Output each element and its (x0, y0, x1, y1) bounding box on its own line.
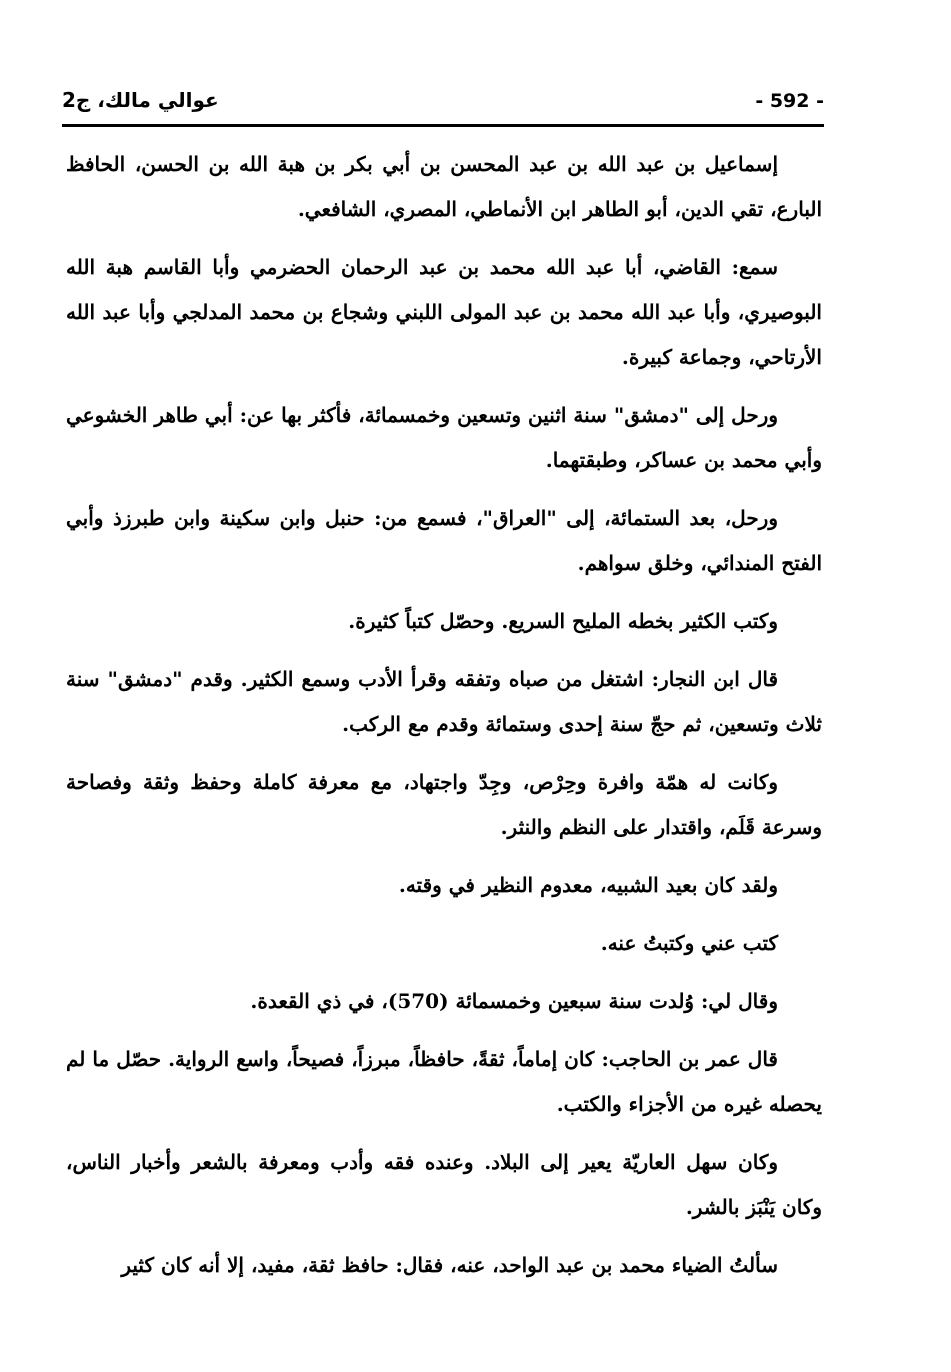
paragraph (66, 979, 822, 1024)
paragraph (66, 921, 822, 966)
paragraph-text: ولقد كان بعيد الشبيه، معدوم النظير في وقته. (398, 873, 778, 897)
paragraph (66, 657, 822, 747)
paragraph (66, 245, 822, 380)
paragraph (66, 142, 822, 232)
paragraph-text: وكتب الكثير بخطه المليح السريع. وحصّل كتباً كثيرة. (348, 609, 778, 633)
paragraph (66, 863, 822, 908)
paragraph-text: ورحل، بعد الستمائة، إلى "العراق"، فسمع من: حنبل وابن سكينة وابن طبرزذ وأبي الفتح المندائي، وخلق سواهم. (66, 506, 822, 575)
paragraph (66, 393, 822, 483)
paragraph-text: قال ابن النجار: اشتغل من صباه وتفقه وقرأ الأدب وسمع الكثير. وقدم "دمشق" سنة ثلاث وتسعين، ثم حجّ سنة إحدى وستمائة وقدم مع الركب. (66, 667, 822, 736)
paragraph (66, 1037, 822, 1127)
paragraph (66, 1140, 822, 1230)
paragraph (66, 760, 822, 850)
paragraph (66, 599, 822, 644)
page-number: - 592 - (755, 90, 824, 112)
body-text (66, 142, 822, 1301)
paragraph-text: إسماعيل بن عبد الله بن عبد المحسن بن أبي بكر بن هبة الله بن الحسن، الحافظ البارع، تقي الدين، أبو الطاهر ابن الأنماطي، المصري، الشافعي. (66, 152, 822, 221)
paragraph-text: سمع: القاضي، أبا عبد الله محمد بن عبد الرحمان الحضرمي وأبا القاسم هبة الله البوصيري، وأبا عبد الله محمد بن عبد المولى اللبني وشجاع بن محمد المدلجي وأبا عبد الله الأرتاحي، وجماعة كبيرة. (66, 255, 822, 369)
paragraph-text: وقال لي: وُلدت سنة سبعين وخمسمائة (570)، في ذي القعدة. (250, 989, 778, 1013)
paragraph-text: قال عمر بن الحاجب: كان إماماً، ثقةً، حافظاً، مبرزاً، فصيحاً، واسع الرواية. حصّل ما لم يحصله غيره من الأجزاء والكتب. (66, 1047, 822, 1116)
paragraph-text: وكانت له همّة وافرة وحِرْص، وجِدّ واجتهاد، مع معرفة كاملة وحفظ وثقة وفصاحة وسرعة قَلَم، واقتدار على النظم والنثر. (66, 770, 822, 839)
page-header (62, 86, 824, 120)
paragraph-text: كتب عني وكتبتُ عنه. (600, 931, 778, 955)
paragraph-text: ورحل إلى "دمشق" سنة اثنين وتسعين وخمسمائة، فأكثر بها عن: أبي طاهر الخشوعي وأبي محمد بن عساكر، وطبقتهما. (66, 403, 822, 472)
paragraph-text: سألتُ الضياء محمد بن عبد الواحد، عنه، فقال: حافظ ثقة، مفيد، إلا أنه كان كثير (121, 1253, 778, 1277)
running-title: عوالي مالك، ج2 (62, 88, 219, 112)
paragraph-text: وكان سهل العاريّة يعير إلى البلاد. وعنده فقه وأدب ومعرفة بالشعر وأخبار الناس، وكان يَنْبَز بالشر. (66, 1150, 822, 1219)
paragraph (66, 1243, 822, 1288)
paragraph (66, 496, 822, 586)
header-rule (62, 124, 824, 127)
